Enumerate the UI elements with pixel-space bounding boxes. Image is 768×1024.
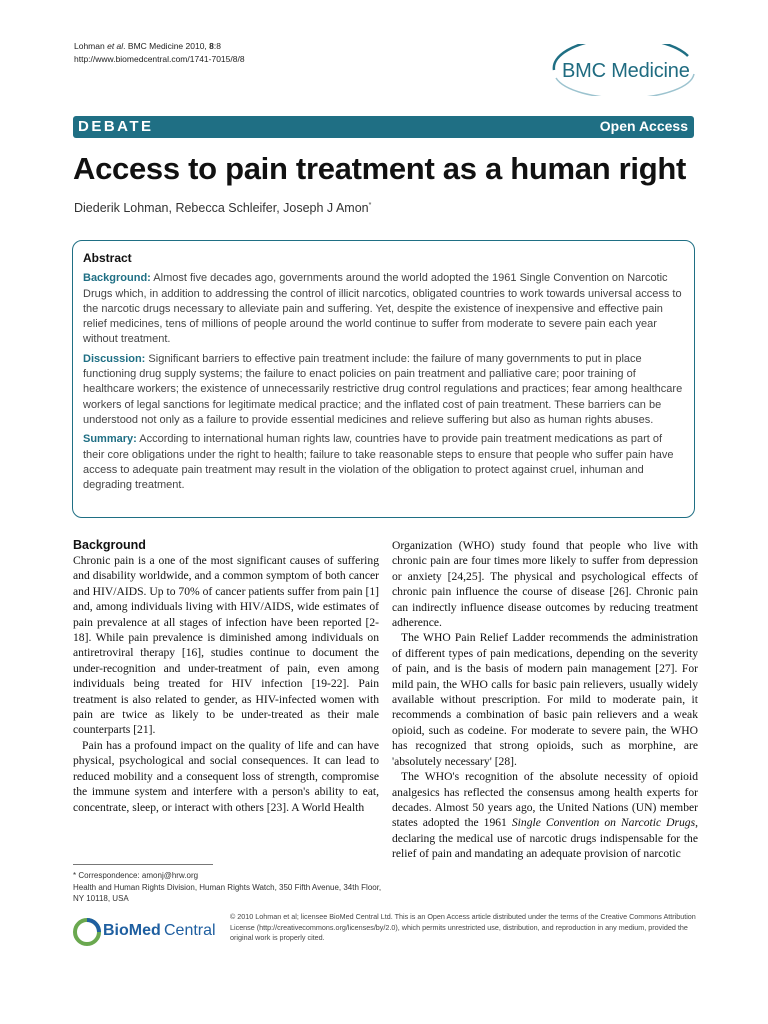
body-paragraph: The WHO's recognition of the absolute necessity of opioid analgesics has reflected the consensus among health experts for decades. Almost 50 years ago, the United Nations (UN) member states adopted the 1961 Single Convention on Narcotic Drugs, declaring the medical use of narcotic drugs indispensable for the relief of pain and mandating an adequate provision of narcotic <box>392 770 698 861</box>
bmc-medicine-logo <box>548 44 700 96</box>
section-heading-background: Background <box>73 538 146 552</box>
abstract-summary: Summary: According to international human rights law, countries have to provide pain treatment medications as part of their core obligations under the right to health; failure to take reasonable steps to ensure that people who suffer pain have access to adequate pain treatment may result in the violation of the obligation to protect against cruel, inhuman and degrading treatment. <box>83 433 674 492</box>
journal-name: BMC Medicine <box>562 60 690 82</box>
body-column-right <box>392 538 698 862</box>
body-paragraph: Pain has a profound impact on the quality of life and can have physical, psychological and social consequences. It can lead to reduced mobility and a consequent loss of strength, compromise the immune system and interfere with a person's ability to eat, concentrate, sleep, or interact with others [23]. A World Health <box>73 738 379 814</box>
correspondence-email[interactable]: * Correspondence: amonj@hrw.org <box>73 871 199 880</box>
abstract-box <box>72 240 695 518</box>
biomed-text: BioMed <box>103 922 161 939</box>
license-statement: © 2010 Lohman et al; licensee BioMed Central Ltd. This is an Open Access article distributed under the terms of the Creative Commons Attribution License (http://creativecommons.org/licenses/by/2.0), which permits unrestricted use, distribution, and reproduction in any medium, provided the original work is properly cited. <box>230 912 696 942</box>
abstract-discussion: Discussion: Significant barriers to effective pain treatment include: the failure of many governments to put in place functioning drug supply systems; the failure to enact policies on pain treatment and palliative care; poor training of healthcare workers; the existence of unnecessarily restrictive drug control regulations and practices; fear among healthcare workers of legal sanctions for legitimate medical practice; and the inflated cost of pain treatment. These barriers can be understood not only as a failure to provide essential medicines and relieve suffering but also as human rights abuses. <box>83 352 683 426</box>
body-paragraph: Chronic pain is a one of the most significant causes of suffering and disability worldwide, and a common symptom of both cancer and HIV/AIDS. Up to 70% of cancer patients suffer from pain [1] and, among individuals living with HIV/AIDS, wide estimates of pain prevalence at all stages of infection have been reported [2-18]. While pain prevalence is diminished among individuals on antiretroviral therapy [16], studies continue to document the under-recognition and under-treatment of pain, even among individuals being treated for HIV infection [19-22]. Pain treatment is also related to gender, as HIV-infected women with pain are twice as likely to be under-treated as their male counterparts [21]. <box>73 554 379 737</box>
article-type: DEBATE <box>78 118 154 135</box>
body-column-left <box>73 538 379 815</box>
body-paragraph: The WHO Pain Relief Ladder recommends the administration of different types of pain medications, depending on the severity of pain, and is the basis of modern pain management [27]. For mild pain, the WHO calls for basic pain relievers, usually widely available without prescription. For mild to moderate pain, it recommends a combination of basic pain relievers and a weak opioid, such as codeine. For moderate to severe pain, the WHO has recognized that strong opioids, such as morphine, are 'absolutely necessary' [28]. <box>392 631 698 768</box>
footnote <box>73 870 393 905</box>
abstract-background: Background: Almost five decades ago, governments around the world adopted the 1961 Single Convention on Narcotic Drugs which, in addition to addressing the control of illicit narcotics, obligated countries to work towards universal access to the narcotic drugs necessary to alleviate pain and suffering. Yet, despite the existence of inexpensive and effective pain relief medicines, tens of millions of people around the world continue to suffer from moderate to severe pain each year without treatment. <box>83 272 682 346</box>
article-url[interactable]: http://www.biomedcentral.com/1741-7015/8/8 <box>74 54 245 64</box>
abstract-heading: Abstract <box>83 251 132 265</box>
footnote-divider <box>73 864 213 865</box>
citation-header <box>74 40 245 66</box>
article-type-banner <box>73 116 694 138</box>
correspondence-mark: * <box>368 201 372 209</box>
citation-line: Lohman et al. BMC Medicine 2010, 8:8 <box>74 41 221 51</box>
article-title: Access to pain treatment as a human right <box>73 151 687 186</box>
open-access-label: Open Access <box>599 118 688 134</box>
biomed-swirl-icon <box>73 918 101 946</box>
author-list: Diederik Lohman, Rebecca Schleifer, Joseph J Amon* <box>74 201 372 215</box>
author-affiliation: Health and Human Rights Division, Human Rights Watch, 350 Fifth Avenue, 34th Floor, NY 10118, USA <box>73 882 382 903</box>
central-text: Central <box>164 922 216 939</box>
biomed-central-logo <box>73 916 223 952</box>
body-paragraph: Organization (WHO) study found that people who live with chronic pain are four times more likely to suffer from depression or anxiety [24,25]. The physical and psychological effects of chronic pain influence the course of disease [26]. Chronic pain can indirectly influence disease outcomes by reducing treatment adherence. <box>392 539 698 630</box>
